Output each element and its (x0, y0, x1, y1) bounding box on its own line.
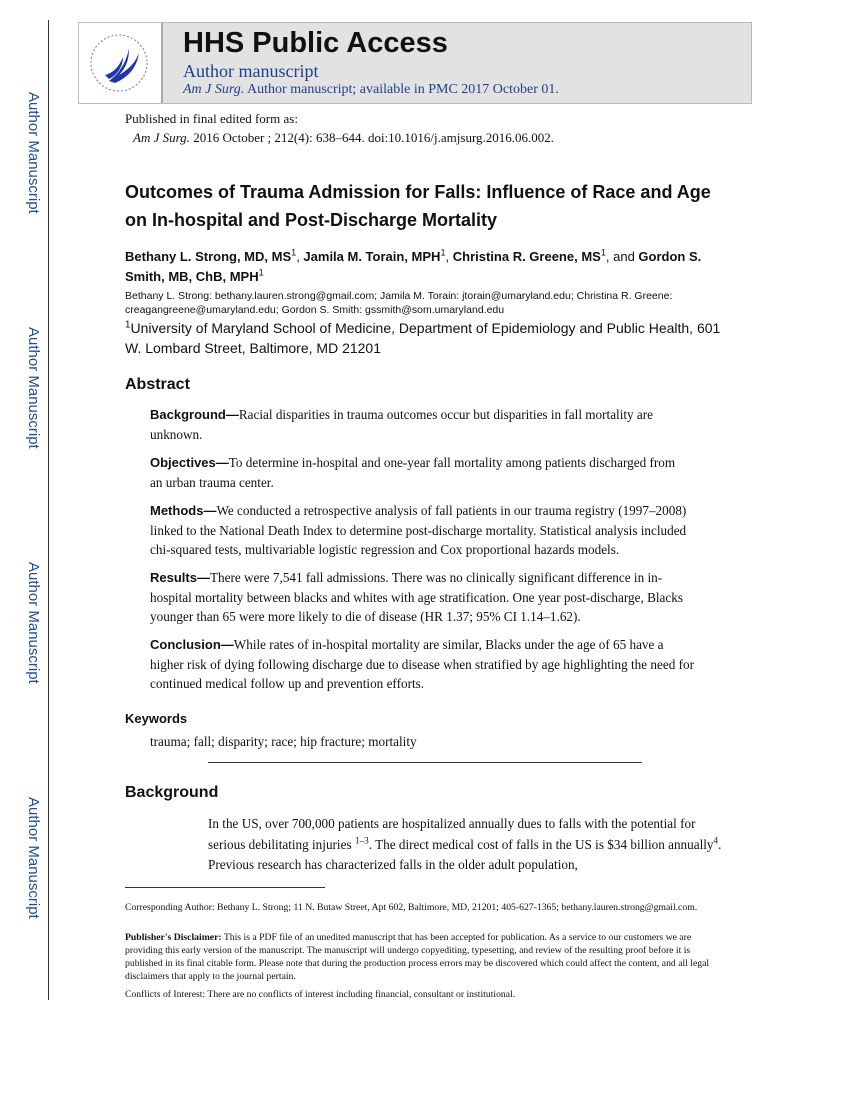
section-text: Racial disparities in trauma outcomes occur but disparities in fall mortality are unknown. (150, 407, 654, 442)
sidebar-label (22, 562, 46, 762)
hhs-header (78, 22, 752, 104)
background-paragraph (208, 814, 728, 876)
author-affil-sup: 1 (440, 247, 446, 258)
section-text: To determine in-hospital and one-year fall mortality among patients discharged from an urban trauma center. (150, 455, 676, 490)
paper-title: Outcomes of Trauma Admission for Falls: Influence of Race and Age on In-hospital and Post-Discharge Mortality (125, 182, 711, 230)
author-affil-sup: 1 (258, 267, 264, 278)
header-title: HHS Public Access (183, 27, 448, 59)
section-label: Objectives— (150, 455, 229, 470)
citation-ref[interactable]: 1–3 (354, 835, 369, 846)
journal-name: Am J Surg. (183, 82, 245, 97)
conflicts-of-interest: Conflicts of Interest: There are no conflicts of interest including financial, consultant or institutional. (125, 989, 516, 1000)
header-availability (183, 82, 559, 98)
hhs-eagle-logo-icon (79, 23, 163, 103)
sidebar-divider (48, 20, 49, 1000)
author-name: Gordon S. Smith, MB, ChB, MPH (125, 249, 702, 284)
availability-text: Author manuscript; available in PMC 2017 October 01. (247, 82, 559, 97)
affil-sup: 1 (125, 319, 131, 331)
section-text: While rates of in-hospital mortality are similar, Blacks under the age of 65 have a higher risk of dying following discharge due to disease when stratified by age highlighting the need for continued medical follow up and prevention efforts. (150, 637, 694, 691)
author-name: Jamila M. Torain, MPH (303, 249, 441, 264)
abstract-results (150, 568, 695, 627)
section-divider (208, 762, 642, 763)
abstract-background (150, 405, 705, 444)
author-list (125, 247, 735, 287)
author-affil-sup: 1 (291, 247, 297, 258)
publisher-disclaimer (125, 931, 725, 983)
affiliation (125, 318, 725, 358)
sidebar-label-text: Author Manuscript (25, 562, 42, 684)
author-sep: , (445, 249, 453, 264)
section-label: Results— (150, 570, 210, 585)
citation-text[interactable]: 2016 October ; 212(4): 638–644. doi:10.1016/j.amjsurg.2016.06.002. (193, 130, 555, 145)
sidebar-label (22, 92, 46, 292)
keywords-list: trauma; fall; disparity; race; hip fracture; mortality (150, 734, 417, 749)
published-citation (125, 109, 554, 147)
author-affil-sup: 1 (600, 247, 606, 258)
footnote-divider (125, 887, 325, 888)
section-text: There were 7,541 fall admissions. There was no clinically significant difference in in-hospital mortality between blacks and whites with age stratification. One year post-discharge, Blacks younger than 65 were more likely to die of disease (HR 1.37; 95% CI 1.14–1.62). (150, 570, 683, 624)
body-text: . The direct medical cost of falls in the US is $34 billion annually (368, 836, 714, 852)
sidebar-label (22, 327, 46, 527)
affil-text: University of Maryland School of Medicine, Department of Epidemiology and Public Health, 601 W. Lombard Street, Baltimore, MD 21201 (125, 320, 721, 356)
keywords-heading: Keywords (125, 711, 188, 726)
header-subtitle: Author manuscript (183, 61, 319, 81)
section-label: Methods— (150, 503, 217, 518)
journal-name: Am J Surg. (133, 130, 190, 145)
sidebar-label-text: Author Manuscript (25, 92, 42, 214)
section-text: We conducted a retrospective analysis of fall patients in our trauma registry (1997–2008) linked to the National Death Index to determine post-discharge mortality. Statistical analysis included chi-squared tests, multivariable logistic regression and Cox proportional hazards models. (150, 503, 687, 557)
background-heading: Background (125, 784, 219, 801)
section-label: Conclusion— (150, 637, 234, 652)
sidebar-label-text: Author Manuscript (25, 797, 42, 919)
abstract-heading: Abstract (125, 376, 190, 393)
abstract-conclusion (150, 635, 695, 694)
author-sep: , (296, 249, 304, 264)
body-text: . Previous research has characterized falls in the older adult population, (208, 836, 722, 872)
section-label: Background— (150, 407, 239, 422)
sidebar-label (22, 797, 46, 997)
citation-ref[interactable]: 4 (713, 835, 719, 846)
author-name: Christina R. Greene, MS (452, 249, 601, 264)
author-name: Bethany L. Strong, MD, MS (125, 249, 292, 264)
author-sep: , and (605, 249, 639, 264)
disclaimer-text: This is a PDF file of an unedited manuscript that has been accepted for publication. As a service to our customers we are providing this early version of the manuscript. The manuscript will undergo copyediting, typesetting, and review of the resulting proof before it is published in its final citable form. Please note that during the production process errors may be discovered which could affect the content, and all legal disclaimers that apply to the journal pertain. (125, 932, 710, 982)
published-label: Published in final edited form as: (125, 111, 298, 126)
author-emails: Bethany L. Strong: bethany.lauren.strong@gmail.com; Jamila M. Torain: jtorain@umaryland.edu; Christina R. Greene: creagangreene@umaryland.edu; Gordon S. Smith: gssmith@som.umaryland.edu (125, 290, 673, 316)
sidebar-label-text: Author Manuscript (25, 327, 42, 449)
body-text: In the US, over 700,000 patients are hospitalized annually dues to falls with the potential for serious debilitating injuries (208, 816, 696, 852)
abstract-methods (150, 501, 702, 560)
corresponding-author: Corresponding Author: Bethany L. Strong; 11 N. Butaw Street, Apt 602, Baltimore, MD, 21201; 405-627-1365; bethany.lauren.strong@gmail.com. (125, 902, 698, 913)
abstract-objectives (150, 453, 680, 492)
disclaimer-label: Publisher's Disclaimer: (125, 932, 222, 943)
